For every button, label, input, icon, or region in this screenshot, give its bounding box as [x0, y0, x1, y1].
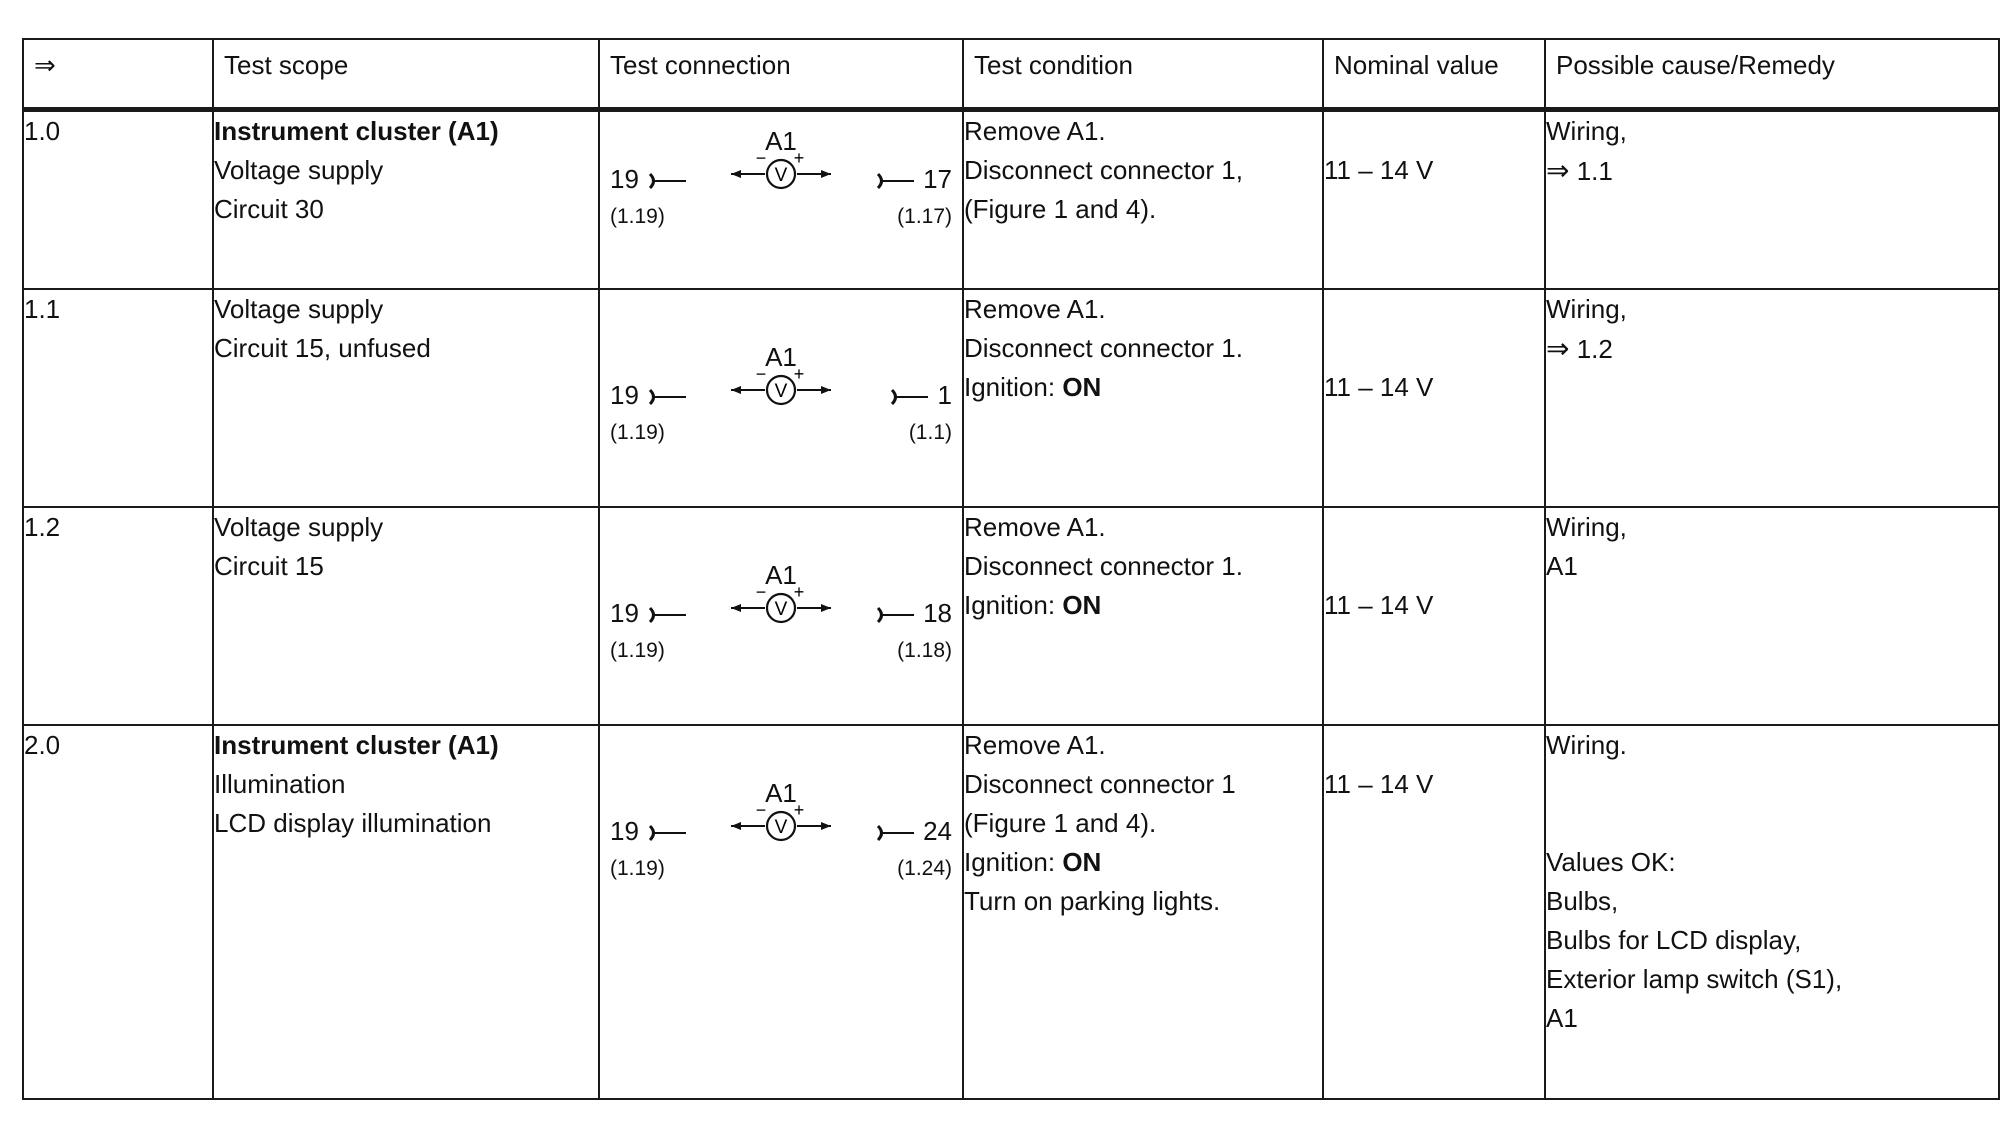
condition-line: Remove A1.: [964, 729, 1106, 760]
plug-left-icon: [646, 171, 688, 191]
cause-line: Bulbs,: [1546, 885, 1619, 916]
cause-line: Wiring,: [1546, 115, 1627, 146]
step-number: 1.0: [23, 109, 213, 289]
right-pin: 17: [874, 164, 952, 194]
meter-plus: +: [793, 801, 805, 820]
meter-minus: −: [755, 365, 767, 384]
meter-plus: +: [793, 365, 805, 384]
header-nominal-value: Nominal value: [1323, 39, 1545, 109]
left-pin: 19: [610, 164, 688, 194]
plug-left-icon: [646, 605, 688, 625]
possible-cause: [1545, 507, 1999, 725]
condition-line: (Figure 1 and 4).: [964, 193, 1157, 224]
right-pin-ref: (1.18): [897, 638, 952, 662]
plug-right-icon: [874, 171, 916, 191]
scope-line: Illumination: [214, 768, 346, 799]
voltmeter-icon: [729, 150, 833, 194]
cause-spacer: [1546, 804, 1998, 843]
component-label: A1: [765, 559, 797, 590]
header-possible-cause: Possible cause/Remedy: [1545, 39, 1999, 109]
header-arrow: ⇒: [23, 39, 213, 109]
right-pin-ref: (1.17): [897, 204, 952, 228]
cause-line: A1: [1546, 550, 1578, 581]
scope-line: Voltage supply: [214, 293, 384, 324]
scope-line: Circuit 15, unfused: [214, 332, 431, 363]
cause-line: Values OK:: [1546, 846, 1676, 877]
right-pin: 1: [888, 380, 952, 410]
condition-line: Ignition: ON: [964, 846, 1102, 877]
condition-line: Turn on parking lights.: [964, 885, 1221, 916]
cause-line: Wiring.: [1546, 729, 1627, 760]
condition-line: Remove A1.: [964, 293, 1106, 324]
meter-minus: −: [755, 801, 767, 820]
condition-line: Remove A1.: [964, 511, 1106, 542]
left-pin-ref: (1.19): [610, 420, 665, 444]
possible-cause: [1545, 289, 1999, 507]
meter-letter: V: [774, 598, 788, 620]
plug-right-icon: [874, 605, 916, 625]
right-pin: 24: [874, 816, 952, 846]
cause-line: A1: [1546, 1002, 1578, 1033]
possible-cause: [1545, 109, 1999, 289]
header-test-connection: Test connection: [599, 39, 963, 109]
cause-line: Exterior lamp switch (S1),: [1546, 963, 1843, 994]
arrow-icon: ⇒: [1546, 154, 1570, 186]
test-scope: [213, 725, 599, 1099]
step-number: 1.2: [23, 507, 213, 725]
header-row: [23, 39, 1999, 109]
table-row: [23, 507, 1999, 725]
meter-letter: V: [774, 380, 788, 402]
meter-plus: +: [793, 149, 805, 168]
voltmeter-icon: [729, 366, 833, 410]
scope-line: LCD display illumination: [214, 807, 492, 838]
condition-line: Remove A1.: [964, 115, 1106, 146]
nominal-value: 11 – 14 V: [1323, 109, 1545, 289]
meter-letter: V: [774, 816, 788, 838]
scope-line: Circuit 15: [214, 550, 324, 581]
cause-line: Bulbs for LCD display,: [1546, 924, 1802, 955]
test-connection: [599, 725, 963, 1099]
test-condition: [963, 109, 1323, 289]
step-number: 2.0: [23, 725, 213, 1099]
plug-right-icon: [874, 823, 916, 843]
condition-line: Disconnect connector 1: [964, 768, 1236, 799]
left-pin-ref: (1.19): [610, 204, 665, 228]
cause-line: ⇒ 1.1: [1546, 154, 1613, 186]
test-condition: [963, 725, 1323, 1099]
plug-left-icon: [646, 823, 688, 843]
meter-letter: V: [774, 164, 788, 186]
test-condition: [963, 507, 1323, 725]
component-label: A1: [765, 777, 797, 808]
left-pin: 19: [610, 380, 688, 410]
header-test-scope: Test scope: [213, 39, 599, 109]
right-pin-ref: (1.1): [908, 420, 952, 444]
voltmeter-icon: [729, 584, 833, 628]
right-pin: 18: [874, 598, 952, 628]
test-scope: [213, 109, 599, 289]
condition-line: Disconnect connector 1,: [964, 154, 1243, 185]
cause-line: Wiring,: [1546, 511, 1627, 542]
nominal-value: 11 – 14 V: [1323, 289, 1545, 507]
meter-minus: −: [755, 149, 767, 168]
scope-title: Instrument cluster (A1): [214, 115, 499, 146]
test-scope: [213, 507, 599, 725]
test-connection: [599, 109, 963, 289]
nominal-value: 11 – 14 V: [1323, 725, 1545, 1099]
scope-title: Instrument cluster (A1): [214, 729, 499, 760]
scope-line: Voltage supply: [214, 154, 384, 185]
arrow-icon: ⇒: [1546, 332, 1570, 364]
left-pin-ref: (1.19): [610, 856, 665, 880]
left-pin-ref: (1.19): [610, 638, 665, 662]
right-pin-ref: (1.24): [897, 856, 952, 880]
test-connection: [599, 289, 963, 507]
plug-right-icon: [888, 387, 930, 407]
scope-line: Voltage supply: [214, 511, 384, 542]
plug-left-icon: [646, 387, 688, 407]
table-row: [23, 289, 1999, 507]
step-number: 1.1: [23, 289, 213, 507]
cause-spacer: [1546, 765, 1998, 804]
table-row: [23, 725, 1999, 1099]
table-row: [23, 109, 1999, 289]
condition-line: Disconnect connector 1.: [964, 332, 1243, 363]
header-test-condition: Test condition: [963, 39, 1323, 109]
voltmeter-icon: [729, 802, 833, 846]
condition-line: (Figure 1 and 4).: [964, 807, 1157, 838]
condition-line: Ignition: ON: [964, 589, 1102, 620]
left-pin: 19: [610, 816, 688, 846]
left-pin: 19: [610, 598, 688, 628]
test-connection: [599, 507, 963, 725]
test-scope: [213, 289, 599, 507]
diagnosis-table: [22, 38, 2000, 1100]
condition-line: Disconnect connector 1.: [964, 550, 1243, 581]
possible-cause: [1545, 725, 1999, 1099]
component-label: A1: [765, 125, 797, 156]
component-label: A1: [765, 341, 797, 372]
cause-line: Wiring,: [1546, 293, 1627, 324]
scope-line: Circuit 30: [214, 193, 324, 224]
cause-line: ⇒ 1.2: [1546, 332, 1613, 364]
nominal-value: 11 – 14 V: [1323, 507, 1545, 725]
meter-plus: +: [793, 583, 805, 602]
test-condition: [963, 289, 1323, 507]
meter-minus: −: [755, 583, 767, 602]
condition-line: Ignition: ON: [964, 371, 1102, 402]
